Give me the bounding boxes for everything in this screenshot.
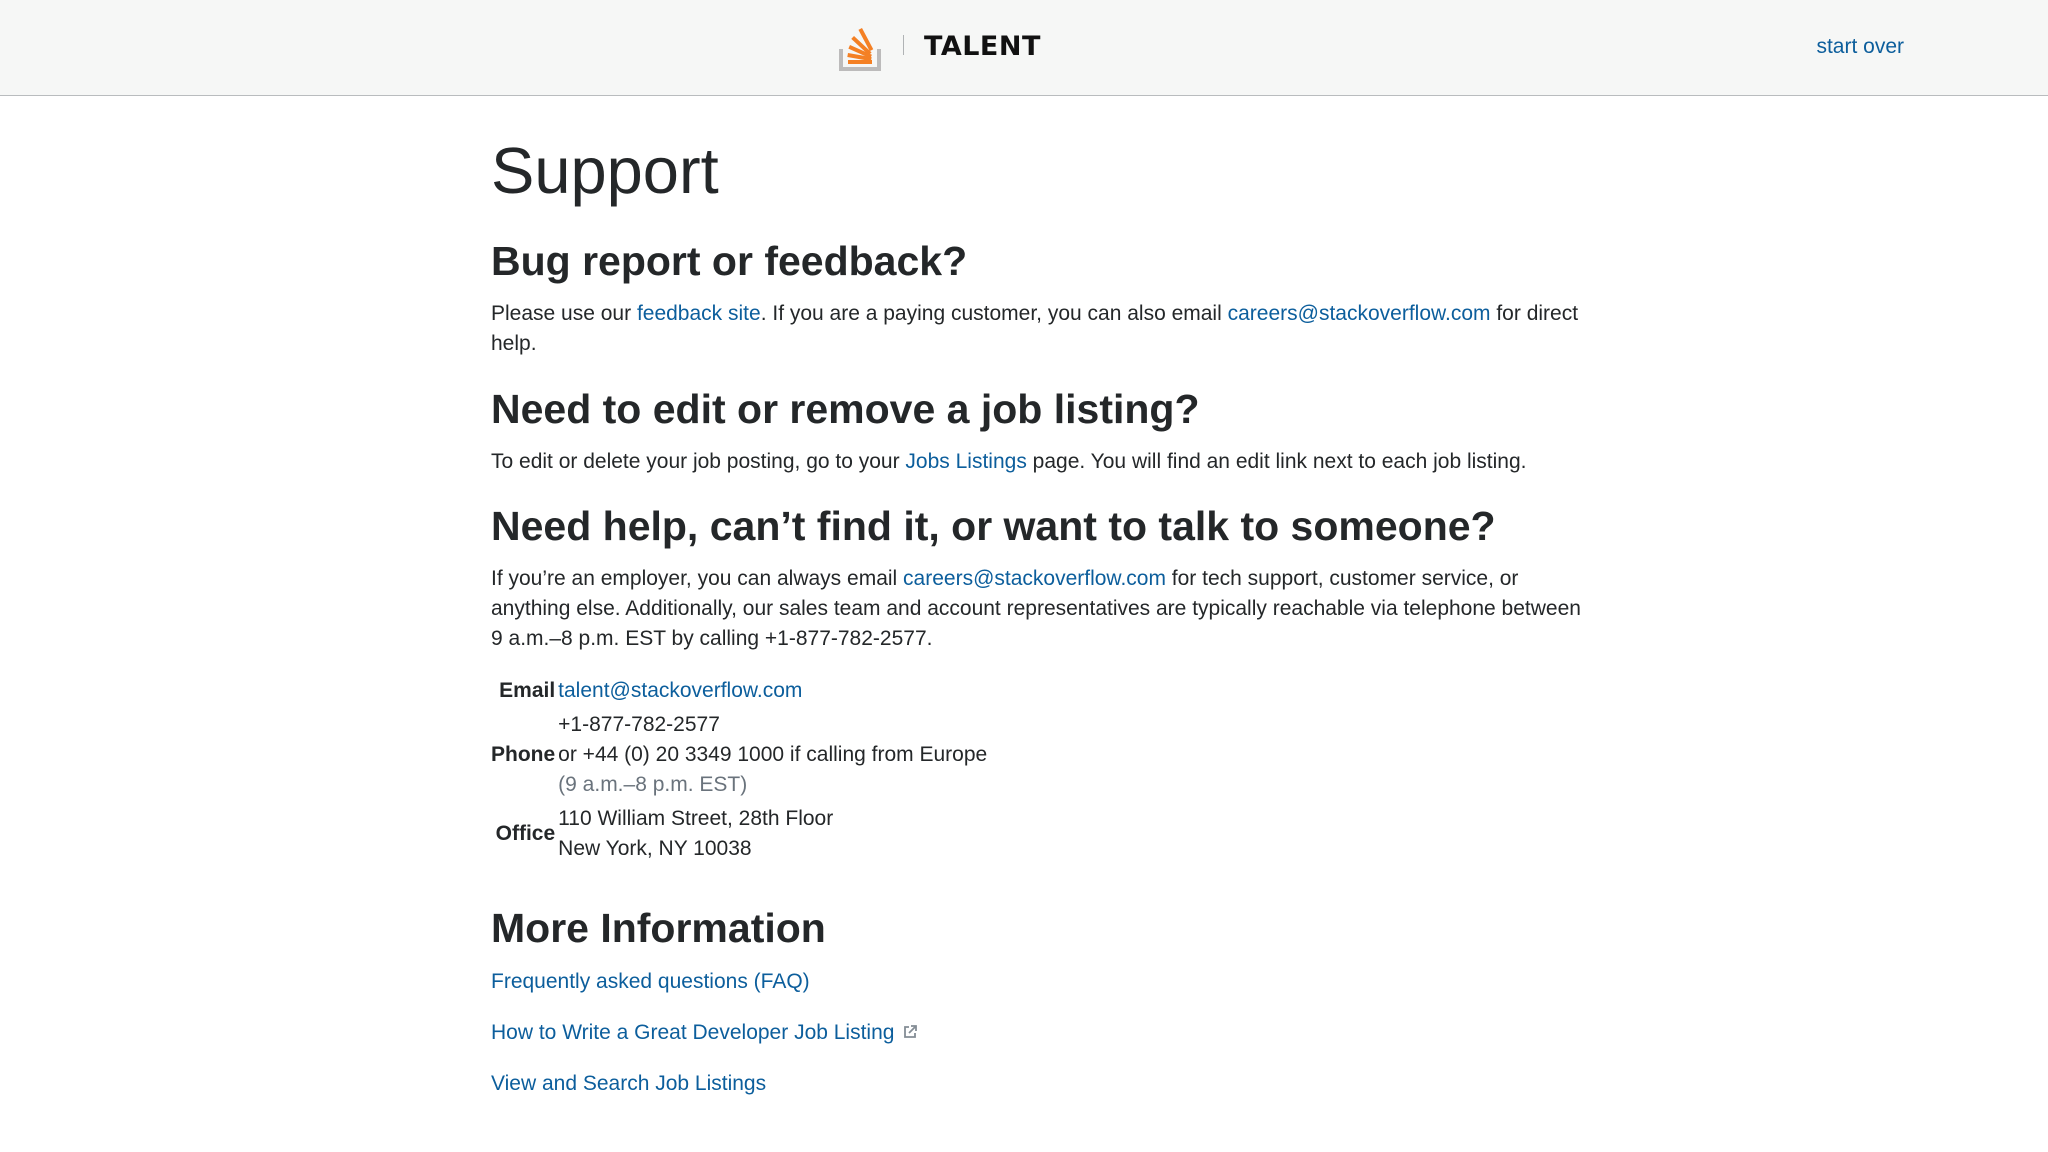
phone-primary: +1-877-782-2577 <box>558 713 720 736</box>
help-heading: Need help, can’t find it, or want to talk to someone? <box>491 503 1496 549</box>
view-job-listings-link[interactable]: View and Search Job Listings <box>491 1072 767 1095</box>
page-title: Support <box>491 134 719 207</box>
office-label: Office <box>495 822 556 845</box>
contact-table <box>488 674 990 866</box>
phone-label: Phone <box>491 743 556 766</box>
brand-name: TALENT <box>924 30 1041 62</box>
office-line-2: New York, NY 10038 <box>558 837 752 860</box>
edit-listing-heading: Need to edit or remove a job listing? <box>491 386 1200 432</box>
bug-report-heading: Bug report or feedback? <box>491 238 968 284</box>
jobs-listings-link[interactable]: Jobs Listings <box>905 450 1027 473</box>
bug-text-2: . If you are a paying customer, you can also email <box>760 302 1228 325</box>
more-info-links <box>491 967 1581 1099</box>
top-bar <box>0 0 2048 96</box>
main-content <box>491 96 1581 1099</box>
phone-europe: or +44 (0) 20 3349 1000 if calling from Europe <box>558 743 988 766</box>
start-over-link[interactable]: start over <box>1816 35 1904 58</box>
edit-text-2: page. You will find an edit link next to each job listing. <box>1026 450 1527 473</box>
external-link-icon <box>902 1024 918 1040</box>
talent-logo[interactable] <box>839 19 1041 71</box>
help-text-2: for tech support, customer service, or anything else. Additionally, our sales team and account representatives are typically reachable via telephone between 9 a.m.–8 p.m. EST by calling +1-877-782-2577. <box>491 567 1581 650</box>
email-value-cell <box>558 674 987 708</box>
bug-text-3: for direct help. <box>491 302 1579 355</box>
phone-value-cell <box>558 708 987 802</box>
edit-text-1: To edit or delete your job posting, go to your <box>491 450 906 473</box>
email-label: Email <box>499 679 556 702</box>
logo-divider <box>903 35 904 55</box>
job-listing-guide-label: How to Write a Great Developer Job Listing <box>491 1021 895 1044</box>
contact-row-phone <box>491 708 987 802</box>
job-listing-guide-link[interactable] <box>491 1021 918 1044</box>
bug-report-text <box>491 299 1581 359</box>
careers-email-link[interactable]: careers@stackoverflow.com <box>1227 302 1491 325</box>
bug-text-1: Please use our <box>491 302 637 325</box>
stack-overflow-logo-icon <box>839 19 883 71</box>
careers-email-link-2[interactable]: careers@stackoverflow.com <box>903 567 1166 590</box>
help-text-1: If you’re an employer, you can always email <box>491 567 904 590</box>
feedback-site-link[interactable]: feedback site <box>636 302 761 325</box>
office-value-cell <box>558 802 987 866</box>
contact-row-office <box>491 802 987 866</box>
contact-row-email <box>491 674 987 708</box>
more-info-heading: More Information <box>491 905 826 951</box>
office-line-1: 110 William Street, 28th Floor <box>558 807 834 830</box>
phone-hours: (9 a.m.–8 p.m. EST) <box>558 773 748 796</box>
help-text <box>491 564 1581 654</box>
talent-email-link[interactable]: talent@stackoverflow.com <box>558 679 803 702</box>
faq-link[interactable]: Frequently asked questions (FAQ) <box>491 970 810 993</box>
edit-listing-text <box>491 447 1581 477</box>
